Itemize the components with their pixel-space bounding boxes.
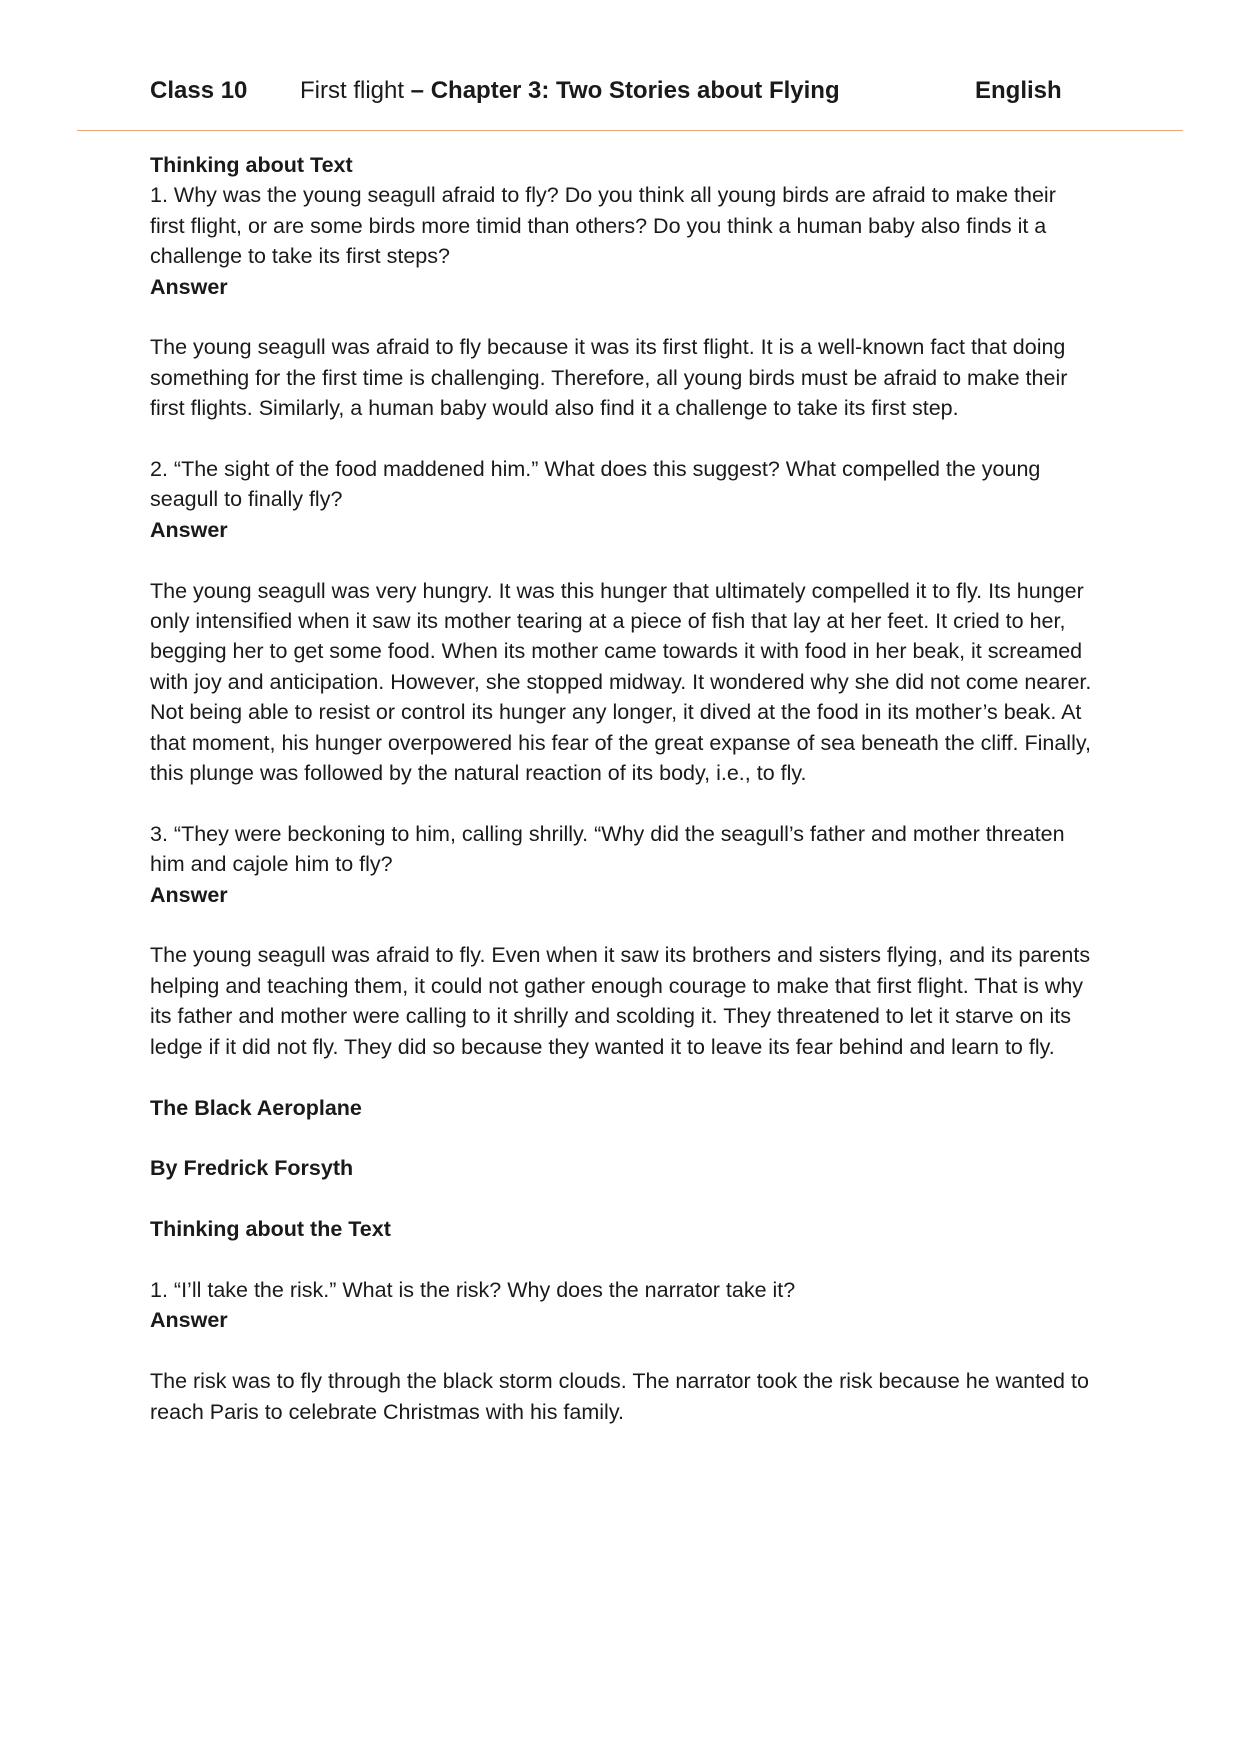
question-text: 1. “I’ll take the risk.” What is the risk? Why does the narrator take it? [150,1277,796,1302]
title-separator: – [404,77,431,104]
answer-text: The risk was to fly through the black storm clouds. The narrator took the risk because he wanted to reach Paris to celebrate Christmas with his family. [150,1369,1089,1424]
question-text: 3. “They were beckoning to him, calling shrilly. “Why did the seagull’s father and mother threaten him and cajole him to fly? [150,821,1065,877]
story-author: By Fredrick Forsyth [150,1156,354,1181]
answer-label: Answer [150,882,228,907]
answer-text: The young seagull was very hungry. It was this hunger that ultimately compelled it to fly. Its hunger only intensified when it saw its mother tearing at a piece of fish that lay at her feet. It cried to her, begging her to get some food. When its mother came towards it with food in her beak, it screamed with joy and anticipation. However, she stopped midway. It wondered why she did not come nearer. Not being able to resist or control its hunger any longer, it dived at the food in its mother’s beak. At that moment, his hunger overpowered his fear of the great expanse of sea beneath the cliff. Finally, this plunge was followed by the natural reaction of its body, i.e., to fly. [150,578,1092,786]
answer-label: Answer [150,274,228,299]
answer-text: The young seagull was afraid to fly. Even when it saw its brothers and sisters flying, and its parents helping and teaching them, it could not gather enough courage to make that first flight. That is why its father and mother were calling to it shrilly and scolding it. They threatened to let it starve on its ledge if it did not fly. They did so because they wanted it to leave its fear behind and learn to fly. [150,943,1091,1059]
class-label: Class 10 [150,77,248,104]
answer-label: Answer [150,517,228,542]
book-title: First flight [300,77,405,104]
book-chapter-label [300,74,840,108]
section-heading: Thinking about the Text [150,1217,391,1242]
chapter-title: Chapter 3: Two Stories about Flying [430,77,840,104]
story-title: The Black Aeroplane [150,1095,362,1120]
document-body [150,150,1095,1427]
answer-label: Answer [150,1308,228,1333]
question-text: 2. “The sight of the food maddened him.” What does this suggest? What compelled the young seagull to finally fly? [150,457,1041,512]
page-header [150,74,1062,108]
answer-text: The young seagull was afraid to fly because it was its first flight. It is a well-known fact that doing something for the first time is challenging. Therefore, all young birds must be afraid to make their first flights. Similarly, a human baby would also find it a challenge to take its first step. [150,335,1068,421]
question-text: 1. Why was the young seagull afraid to fly? Do you think all young birds are afraid to make their first flight, or are some birds more timid than others? Do you think a human baby also finds it a challenge to take its first steps? [150,183,1056,269]
subject-label: English [975,77,1062,104]
header-divider [77,130,1183,131]
section-heading: Thinking about Text [150,153,353,177]
